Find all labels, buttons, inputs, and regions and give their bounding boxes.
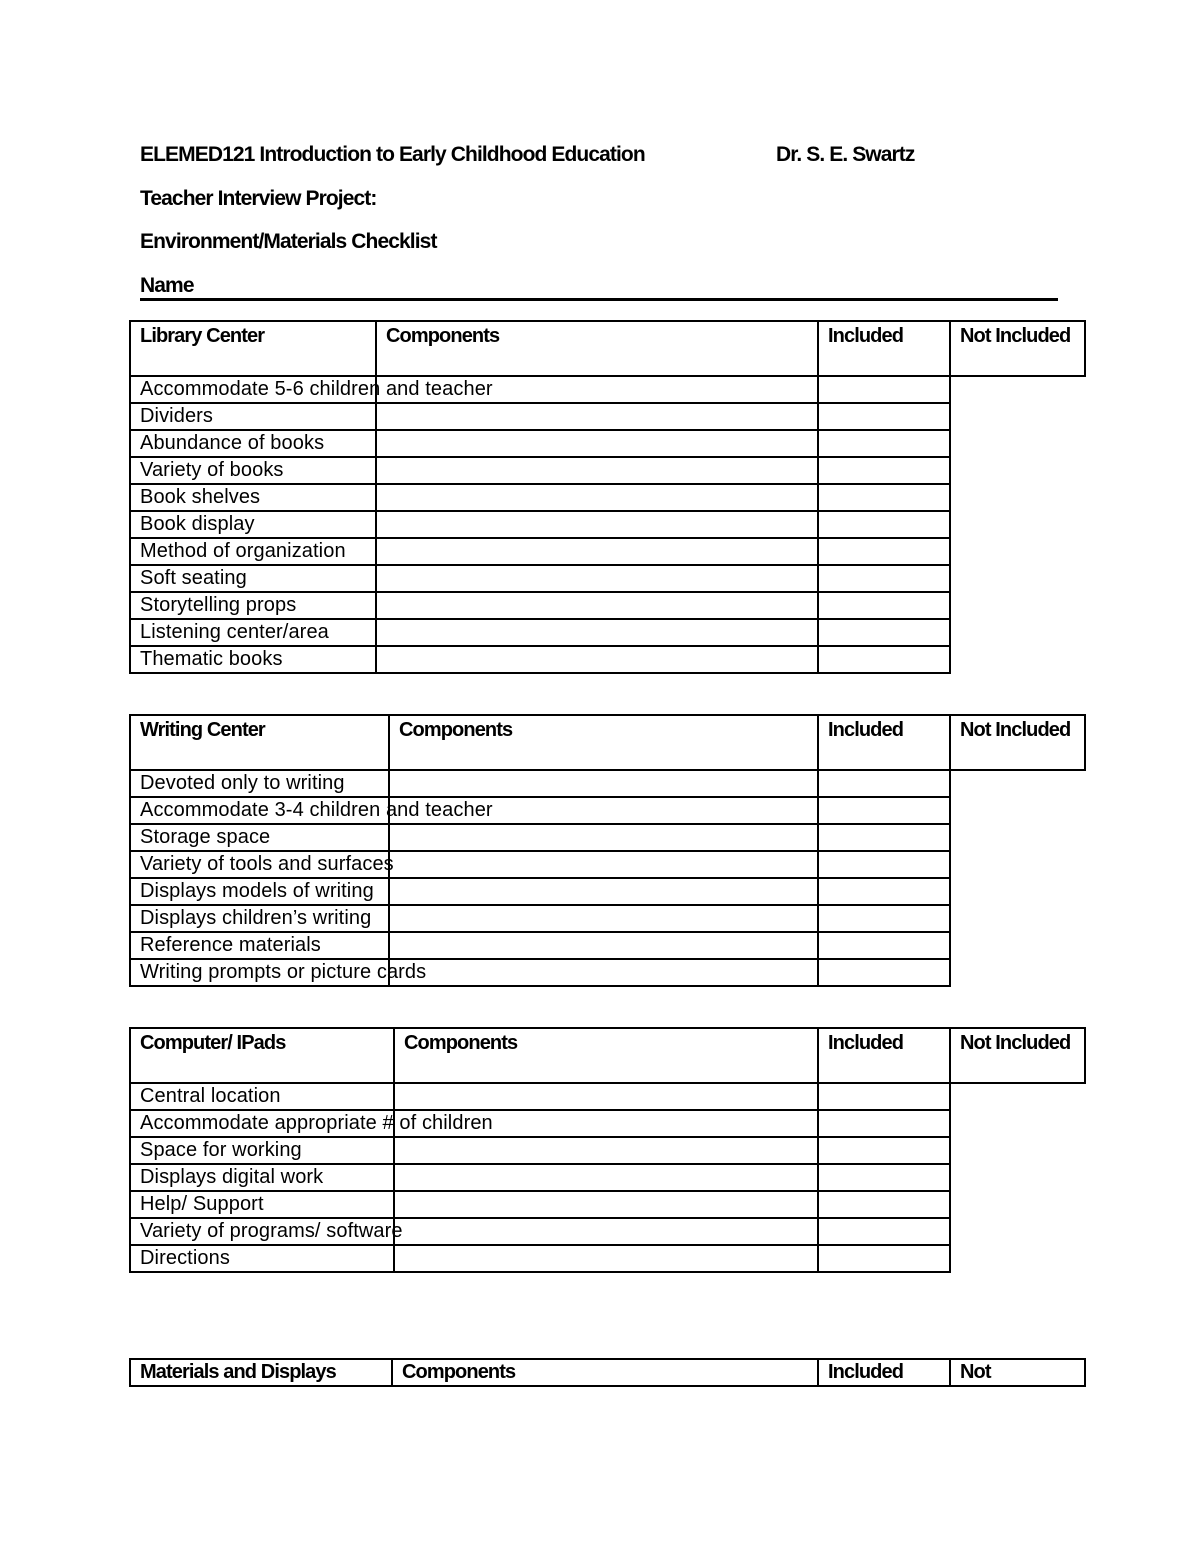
checklist-row [130, 1110, 1085, 1137]
not-included-cell[interactable] [818, 824, 950, 851]
included-cell[interactable] [376, 403, 818, 430]
component-label: Displays children’s writing [130, 905, 389, 932]
not-included-cell[interactable] [818, 1245, 950, 1272]
not-included-cell[interactable] [818, 403, 950, 430]
checklist-row [130, 1083, 1085, 1110]
component-label: Displays digital work [130, 1164, 394, 1191]
not-included-header: Not Included [950, 321, 1085, 376]
components-header: Components [376, 321, 818, 376]
not-included-cell[interactable] [818, 376, 950, 403]
included-cell[interactable] [376, 430, 818, 457]
included-cell[interactable] [389, 932, 818, 959]
not-included-cell[interactable] [818, 430, 950, 457]
not-included-cell[interactable] [818, 646, 950, 673]
not-included-cell[interactable] [818, 959, 950, 986]
checklist-row [130, 905, 1085, 932]
component-label: Accommodate appropriate # of children [130, 1110, 394, 1137]
not-included-cell[interactable] [818, 484, 950, 511]
checklist-row [130, 538, 1085, 565]
checklist-title: Environment/Materials Checklist [140, 230, 437, 253]
checklist-row [130, 430, 1085, 457]
checklist-row [130, 959, 1085, 986]
component-label: Dividers [130, 403, 376, 430]
not-included-header: Not Included [950, 715, 1085, 770]
included-header: Included [818, 1028, 950, 1083]
not-included-cell[interactable] [818, 932, 950, 959]
included-cell[interactable] [376, 565, 818, 592]
center-title: Computer/ IPads [130, 1028, 394, 1083]
included-cell[interactable] [394, 1245, 818, 1272]
included-cell[interactable] [376, 511, 818, 538]
included-header: Included [818, 1359, 950, 1386]
included-cell[interactable] [394, 1218, 818, 1245]
project-title: Teacher Interview Project: [140, 187, 377, 210]
included-cell[interactable] [389, 770, 818, 797]
not-included-cell[interactable] [818, 619, 950, 646]
checklist-row [130, 1137, 1085, 1164]
component-label: Devoted only to writing [130, 770, 389, 797]
not-included-cell[interactable] [818, 1110, 950, 1137]
component-label: Book display [130, 511, 376, 538]
not-included-cell[interactable] [818, 851, 950, 878]
name-label: Name [140, 274, 194, 297]
included-cell[interactable] [376, 592, 818, 619]
checklist-row [130, 1164, 1085, 1191]
included-cell[interactable] [376, 646, 818, 673]
included-cell[interactable] [394, 1191, 818, 1218]
computer-ipads-table [129, 1027, 1086, 1273]
component-label: Book shelves [130, 484, 376, 511]
component-label: Central location [130, 1083, 394, 1110]
not-included-cell[interactable] [818, 1164, 950, 1191]
not-included-header: Not Included [950, 1028, 1085, 1083]
center-title: Writing Center [130, 715, 389, 770]
component-label: Reference materials [130, 932, 389, 959]
included-cell[interactable] [394, 1083, 818, 1110]
table-header-row [130, 321, 1085, 376]
materials-displays-table [129, 1358, 1086, 1387]
not-included-cell[interactable] [818, 565, 950, 592]
component-label: Writing prompts or picture cards [130, 959, 389, 986]
checklist-row [130, 511, 1085, 538]
included-cell[interactable] [389, 959, 818, 986]
not-included-cell[interactable] [818, 797, 950, 824]
not-included-cell[interactable] [818, 905, 950, 932]
included-cell[interactable] [389, 851, 818, 878]
checklist-row [130, 878, 1085, 905]
table-header-row [130, 1028, 1085, 1083]
component-label: Accommodate 3-4 children and teacher [130, 797, 389, 824]
included-header: Included [818, 321, 950, 376]
included-cell[interactable] [389, 905, 818, 932]
component-label: Variety of programs/ software [130, 1218, 394, 1245]
checklist-row [130, 403, 1085, 430]
checklist-row [130, 565, 1085, 592]
library-center-table [129, 320, 1086, 674]
not-included-cell[interactable] [818, 592, 950, 619]
checklist-row [130, 376, 1085, 403]
table-header-row [130, 715, 1085, 770]
not-included-header: Not [950, 1359, 1085, 1386]
table-header-row [130, 1359, 1085, 1386]
included-cell[interactable] [394, 1137, 818, 1164]
not-included-cell[interactable] [818, 770, 950, 797]
center-title: Library Center [130, 321, 376, 376]
included-cell[interactable] [376, 457, 818, 484]
checklist-row [130, 797, 1085, 824]
components-header: Components [392, 1359, 818, 1386]
included-cell[interactable] [376, 484, 818, 511]
included-header: Included [818, 715, 950, 770]
not-included-cell[interactable] [818, 878, 950, 905]
included-cell[interactable] [389, 824, 818, 851]
checklist-row [130, 824, 1085, 851]
component-label: Help/ Support [130, 1191, 394, 1218]
component-label: Directions [130, 1245, 394, 1272]
checklist-row [130, 932, 1085, 959]
component-label: Soft seating [130, 565, 376, 592]
included-cell[interactable] [376, 619, 818, 646]
checklist-row [130, 770, 1085, 797]
course-title: ELEMED121 Introduction to Early Childhood Education [140, 143, 645, 166]
not-included-cell[interactable] [818, 1191, 950, 1218]
included-cell[interactable] [376, 538, 818, 565]
not-included-cell[interactable] [818, 538, 950, 565]
instructor-name: Dr. S. E. Swartz [776, 143, 915, 166]
component-label: Method of organization [130, 538, 376, 565]
component-label: Thematic books [130, 646, 376, 673]
component-label: Listening center/area [130, 619, 376, 646]
checklist-row [130, 484, 1085, 511]
component-label: Storage space [130, 824, 389, 851]
checklist-row [130, 619, 1085, 646]
checklist-row [130, 646, 1085, 673]
checklist-row [130, 1245, 1085, 1272]
included-cell[interactable] [394, 1164, 818, 1191]
not-included-cell[interactable] [818, 457, 950, 484]
not-included-cell[interactable] [818, 1218, 950, 1245]
checklist-row [130, 1191, 1085, 1218]
not-included-cell[interactable] [818, 1137, 950, 1164]
not-included-cell[interactable] [818, 1083, 950, 1110]
component-label: Abundance of books [130, 430, 376, 457]
center-title: Materials and Displays [130, 1359, 392, 1386]
component-label: Accommodate 5-6 children and teacher [130, 376, 376, 403]
component-label: Displays models of writing [130, 878, 389, 905]
component-label: Variety of tools and surfaces [130, 851, 389, 878]
checklist-row [130, 1218, 1085, 1245]
included-cell[interactable] [389, 878, 818, 905]
component-label: Space for working [130, 1137, 394, 1164]
checklist-row [130, 457, 1085, 484]
checklist-row [130, 592, 1085, 619]
component-label: Storytelling props [130, 592, 376, 619]
component-label: Variety of books [130, 457, 376, 484]
components-header: Components [394, 1028, 818, 1083]
checklist-row [130, 851, 1085, 878]
components-header: Components [389, 715, 818, 770]
name-line [140, 298, 1058, 301]
writing-center-table [129, 714, 1086, 987]
not-included-cell[interactable] [818, 511, 950, 538]
